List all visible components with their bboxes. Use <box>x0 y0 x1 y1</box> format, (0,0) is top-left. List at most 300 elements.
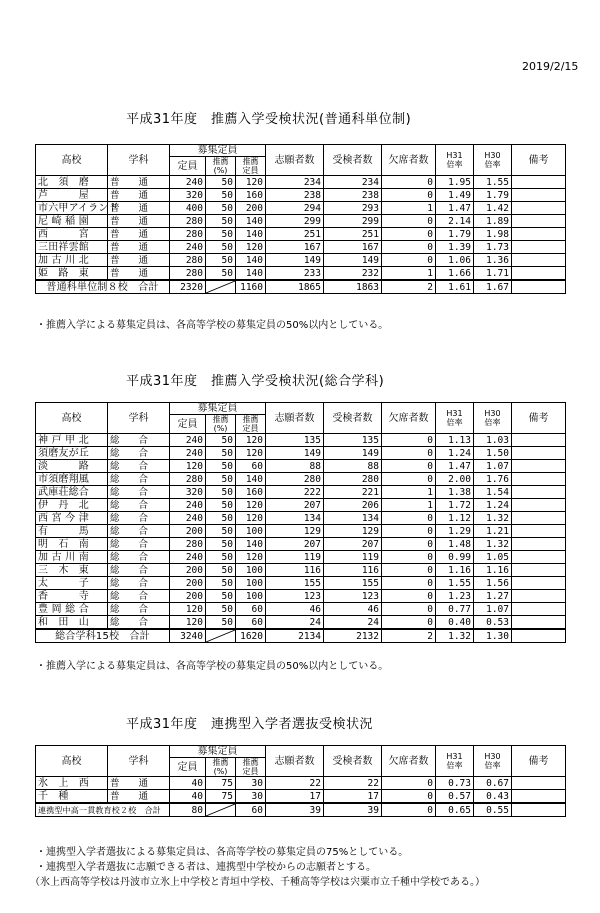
absent-value: 1 <box>382 267 436 281</box>
header-rec-pct: 推薦 (%) <box>206 415 236 434</box>
capacity-value: 240 <box>170 499 206 512</box>
examinees-value: 46 <box>324 603 382 616</box>
applicants-value: 22 <box>266 777 324 790</box>
school-name: 西 宮 <box>36 228 108 241</box>
capacity-value: 280 <box>170 473 206 486</box>
applicants-value: 294 <box>266 202 324 215</box>
section2-table <box>35 402 566 643</box>
total-notes <box>512 803 566 817</box>
rec-pct-value: 50 <box>206 616 236 630</box>
table-row <box>36 228 566 241</box>
h31-ratio-value: 1.47 <box>436 460 474 473</box>
header-notes: 備考 <box>512 403 566 434</box>
slash-mark <box>206 630 235 642</box>
course-name: 総 合 <box>108 499 170 512</box>
examinees-value: 221 <box>324 486 382 499</box>
examinees-value: 149 <box>324 447 382 460</box>
table-row <box>36 254 566 267</box>
h31-ratio-value: 1.66 <box>436 267 474 281</box>
applicants-value: 46 <box>266 603 324 616</box>
h30-ratio-value: 1.76 <box>474 473 512 486</box>
h30-ratio-value: 1.56 <box>474 577 512 590</box>
school-name: 豊 岡 総 合 <box>36 603 108 616</box>
header-quota-group: 募集定員 <box>170 145 266 157</box>
rec-cap-value: 120 <box>236 176 266 189</box>
header-h31-ratio: H31 倍率 <box>436 403 474 434</box>
header-course: 学科 <box>108 145 170 176</box>
header-quota-group: 募集定員 <box>170 746 266 758</box>
rec-cap-value: 120 <box>236 241 266 254</box>
total-capacity: 80 <box>170 803 206 817</box>
h30-ratio-value: 1.98 <box>474 228 512 241</box>
rec-cap-value: 140 <box>236 254 266 267</box>
total-applicants: 1865 <box>266 280 324 294</box>
table-row <box>36 202 566 215</box>
header-notes: 備考 <box>512 746 566 777</box>
applicants-value: 207 <box>266 538 324 551</box>
header-rec-cap: 推薦 定員 <box>236 415 266 434</box>
applicants-value: 119 <box>266 551 324 564</box>
capacity-value: 240 <box>170 512 206 525</box>
total-capacity: 2320 <box>170 280 206 294</box>
rec-cap-value: 120 <box>236 447 266 460</box>
header-h31-ratio: H31 倍率 <box>436 746 474 777</box>
rec-cap-value: 140 <box>236 538 266 551</box>
school-name: 氷 上 西 <box>36 777 108 790</box>
h30-ratio-value: 1.32 <box>474 538 512 551</box>
school-name: 太 子 <box>36 577 108 590</box>
course-name: 総 合 <box>108 473 170 486</box>
header-absent: 欠席者数 <box>382 403 436 434</box>
h31-ratio-value: 2.14 <box>436 215 474 228</box>
examinees-value: 234 <box>324 176 382 189</box>
examinees-value: 280 <box>324 473 382 486</box>
rec-pct-value: 50 <box>206 564 236 577</box>
section3-table <box>35 745 566 817</box>
rec-pct-value: 50 <box>206 603 236 616</box>
absent-value: 0 <box>382 538 436 551</box>
table-row <box>36 790 566 804</box>
school-name: 淡 路 <box>36 460 108 473</box>
header-examinees: 受検者数 <box>324 746 382 777</box>
rec-cap-value: 60 <box>236 603 266 616</box>
school-name: 千 種 <box>36 790 108 804</box>
absent-value: 0 <box>382 603 436 616</box>
applicants-value: 251 <box>266 228 324 241</box>
note-line: ・連携型入学者選抜に志願できる者は、連携型中学校からの志願者とする。 <box>36 862 376 873</box>
rec-cap-value: 100 <box>236 525 266 538</box>
examinees-value: 232 <box>324 267 382 281</box>
h31-ratio-value: 2.00 <box>436 473 474 486</box>
capacity-value: 240 <box>170 241 206 254</box>
notes-value <box>512 512 566 525</box>
school-name: 武庫荘総合 <box>36 486 108 499</box>
school-name: 和 田 山 <box>36 616 108 630</box>
capacity-value: 240 <box>170 551 206 564</box>
applicants-value: 134 <box>266 512 324 525</box>
header-course: 学科 <box>108 746 170 777</box>
rec-cap-value: 140 <box>236 473 266 486</box>
capacity-value: 280 <box>170 254 206 267</box>
notes-value <box>512 590 566 603</box>
capacity-value: 280 <box>170 215 206 228</box>
table-row <box>36 603 566 616</box>
table-row <box>36 267 566 281</box>
notes-value <box>512 577 566 590</box>
rec-pct-value: 75 <box>206 777 236 790</box>
course-name: 総 合 <box>108 434 170 447</box>
applicants-value: 149 <box>266 447 324 460</box>
notes-value <box>512 434 566 447</box>
notes-value <box>512 267 566 281</box>
header-absent: 欠席者数 <box>382 746 436 777</box>
slash-mark <box>206 281 235 293</box>
total-h30-ratio: 1.30 <box>474 629 512 643</box>
table-row <box>36 616 566 630</box>
course-name: 総 合 <box>108 564 170 577</box>
h31-ratio-value: 1.79 <box>436 228 474 241</box>
rec-pct-value: 50 <box>206 447 236 460</box>
total-label: 普通科単位制８校 合計 <box>36 280 170 294</box>
h30-ratio-value: 0.67 <box>474 777 512 790</box>
table-row <box>36 460 566 473</box>
rec-cap-value: 120 <box>236 512 266 525</box>
school-name: 姫 路 東 <box>36 267 108 281</box>
rec-pct-value: 50 <box>206 434 236 447</box>
rec-pct-value: 50 <box>206 590 236 603</box>
header-h31-ratio: H31 倍率 <box>436 145 474 176</box>
capacity-value: 40 <box>170 777 206 790</box>
h30-ratio-value: 1.07 <box>474 603 512 616</box>
header-rec-pct: 推薦 (%) <box>206 758 236 777</box>
total-notes <box>512 280 566 294</box>
capacity-value: 120 <box>170 603 206 616</box>
school-name: 加 古 川 南 <box>36 551 108 564</box>
h30-ratio-value: 0.43 <box>474 790 512 804</box>
header-examinees: 受検者数 <box>324 403 382 434</box>
table-row <box>36 499 566 512</box>
absent-value: 0 <box>382 176 436 189</box>
notes-value <box>512 499 566 512</box>
absent-value: 1 <box>382 499 436 512</box>
header-capacity: 定員 <box>170 758 206 777</box>
table-row <box>36 590 566 603</box>
absent-value: 0 <box>382 790 436 804</box>
notes-value <box>512 202 566 215</box>
h31-ratio-value: 1.39 <box>436 241 474 254</box>
capacity-value: 120 <box>170 616 206 630</box>
examinees-value: 149 <box>324 254 382 267</box>
capacity-value: 280 <box>170 228 206 241</box>
total-rec-pct-slash <box>206 280 236 294</box>
h31-ratio-value: 1.49 <box>436 189 474 202</box>
h30-ratio-value: 1.07 <box>474 460 512 473</box>
rec-cap-value: 30 <box>236 777 266 790</box>
rec-cap-value: 30 <box>236 790 266 804</box>
rec-cap-value: 140 <box>236 215 266 228</box>
notes-value <box>512 564 566 577</box>
absent-value: 0 <box>382 590 436 603</box>
school-name: 尼 崎 稲 園 <box>36 215 108 228</box>
course-name: 普 通 <box>108 189 170 202</box>
h31-ratio-value: 1.72 <box>436 499 474 512</box>
capacity-value: 280 <box>170 538 206 551</box>
absent-value: 1 <box>382 202 436 215</box>
absent-value: 0 <box>382 447 436 460</box>
school-name: 有 馬 <box>36 525 108 538</box>
h30-ratio-value: 1.24 <box>474 499 512 512</box>
examinees-value: 155 <box>324 577 382 590</box>
course-name: 総 合 <box>108 525 170 538</box>
absent-value: 0 <box>382 460 436 473</box>
applicants-value: 123 <box>266 590 324 603</box>
absent-value: 0 <box>382 473 436 486</box>
rec-pct-value: 50 <box>206 228 236 241</box>
absent-value: 0 <box>382 189 436 202</box>
rec-cap-value: 160 <box>236 486 266 499</box>
course-name: 総 合 <box>108 590 170 603</box>
header-h30-ratio: H30 倍率 <box>474 403 512 434</box>
capacity-value: 280 <box>170 267 206 281</box>
total-examinees: 2132 <box>324 629 382 643</box>
rec-pct-value: 50 <box>206 551 236 564</box>
rec-pct-value: 50 <box>206 512 236 525</box>
school-name: 三 木 東 <box>36 564 108 577</box>
total-rec-cap: 1620 <box>236 629 266 643</box>
h31-ratio-value: 1.38 <box>436 486 474 499</box>
total-row <box>36 280 566 294</box>
notes-value <box>512 525 566 538</box>
examinees-value: 17 <box>324 790 382 804</box>
total-applicants: 2134 <box>266 629 324 643</box>
h30-ratio-value: 1.16 <box>474 564 512 577</box>
h30-ratio-value: 1.32 <box>474 512 512 525</box>
capacity-value: 240 <box>170 434 206 447</box>
h30-ratio-value: 1.55 <box>474 176 512 189</box>
header-capacity: 定員 <box>170 415 206 434</box>
applicants-value: 167 <box>266 241 324 254</box>
h31-ratio-value: 0.40 <box>436 616 474 630</box>
total-row <box>36 629 566 643</box>
rec-cap-value: 140 <box>236 267 266 281</box>
notes-value <box>512 486 566 499</box>
rec-pct-value: 50 <box>206 202 236 215</box>
total-h31-ratio: 1.32 <box>436 629 474 643</box>
notes-value <box>512 228 566 241</box>
note-line: （氷上西高等学校は丹波市立氷上中学校と青垣中学校、千種高等学校は宍粟市立千種中学校である。） <box>30 877 485 888</box>
h31-ratio-value: 0.73 <box>436 777 474 790</box>
applicants-value: 233 <box>266 267 324 281</box>
applicants-value: 207 <box>266 499 324 512</box>
school-name: 須磨友が丘 <box>36 447 108 460</box>
h31-ratio-value: 1.95 <box>436 176 474 189</box>
total-label: 総合学科15校 合計 <box>36 629 170 643</box>
total-absent: 2 <box>382 280 436 294</box>
rec-cap-value: 100 <box>236 590 266 603</box>
notes-value <box>512 447 566 460</box>
absent-value: 0 <box>382 577 436 590</box>
h30-ratio-value: 1.89 <box>474 215 512 228</box>
h30-ratio-value: 1.03 <box>474 434 512 447</box>
applicants-value: 222 <box>266 486 324 499</box>
total-capacity: 3240 <box>170 629 206 643</box>
course-name: 普 通 <box>108 228 170 241</box>
h31-ratio-value: 1.23 <box>436 590 474 603</box>
header-examinees: 受検者数 <box>324 145 382 176</box>
course-name: 総 合 <box>108 538 170 551</box>
table-row <box>36 434 566 447</box>
h30-ratio-value: 1.27 <box>474 590 512 603</box>
table-row <box>36 473 566 486</box>
total-h31-ratio: 1.61 <box>436 280 474 294</box>
rec-cap-value: 140 <box>236 228 266 241</box>
notes-value <box>512 176 566 189</box>
school-name: 伊 丹 北 <box>36 499 108 512</box>
applicants-value: 299 <box>266 215 324 228</box>
rec-pct-value: 75 <box>206 790 236 804</box>
rec-cap-value: 60 <box>236 616 266 630</box>
table-row <box>36 538 566 551</box>
applicants-value: 17 <box>266 790 324 804</box>
total-absent: 0 <box>382 803 436 817</box>
section1-table <box>35 144 566 294</box>
applicants-value: 234 <box>266 176 324 189</box>
school-name: 西 宮 今 津 <box>36 512 108 525</box>
section2-title: 平成31年度 推薦入学受検状況(総合学科) <box>126 374 385 389</box>
total-examinees: 1863 <box>324 280 382 294</box>
capacity-value: 120 <box>170 460 206 473</box>
absent-value: 0 <box>382 525 436 538</box>
h30-ratio-value: 1.21 <box>474 525 512 538</box>
notes-value <box>512 215 566 228</box>
capacity-value: 400 <box>170 202 206 215</box>
section1-title: 平成31年度 推薦入学受検状況(普通科単位制) <box>126 112 412 127</box>
header-applicants: 志願者数 <box>266 145 324 176</box>
h31-ratio-value: 1.16 <box>436 564 474 577</box>
examinees-value: 129 <box>324 525 382 538</box>
rec-pct-value: 50 <box>206 254 236 267</box>
examinees-value: 119 <box>324 551 382 564</box>
examinees-value: 293 <box>324 202 382 215</box>
course-name: 普 通 <box>108 777 170 790</box>
total-h30-ratio: 1.67 <box>474 280 512 294</box>
h31-ratio-value: 1.06 <box>436 254 474 267</box>
header-school: 高校 <box>36 403 108 434</box>
table-row <box>36 215 566 228</box>
notes-value <box>512 189 566 202</box>
header-quota-group: 募集定員 <box>170 403 266 415</box>
absent-value: 0 <box>382 434 436 447</box>
rec-cap-value: 100 <box>236 564 266 577</box>
applicants-value: 88 <box>266 460 324 473</box>
course-name: 普 通 <box>108 202 170 215</box>
examinees-value: 134 <box>324 512 382 525</box>
header-h30-ratio: H30 倍率 <box>474 746 512 777</box>
h30-ratio-value: 1.50 <box>474 447 512 460</box>
school-name: 加 古 川 北 <box>36 254 108 267</box>
h31-ratio-value: 0.99 <box>436 551 474 564</box>
h30-ratio-value: 0.53 <box>474 616 512 630</box>
rec-pct-value: 50 <box>206 241 236 254</box>
h30-ratio-value: 1.71 <box>474 267 512 281</box>
notes-value <box>512 603 566 616</box>
h31-ratio-value: 0.77 <box>436 603 474 616</box>
rec-cap-value: 100 <box>236 577 266 590</box>
applicants-value: 155 <box>266 577 324 590</box>
h30-ratio-value: 1.79 <box>474 189 512 202</box>
header-rec-cap: 推薦 定員 <box>236 758 266 777</box>
table-row <box>36 577 566 590</box>
note-line: ・推薦入学による募集定員は、各高等学校の募集定員の50%以内としている。 <box>36 320 389 331</box>
h31-ratio-value: 1.12 <box>436 512 474 525</box>
h30-ratio-value: 1.54 <box>474 486 512 499</box>
absent-value: 0 <box>382 254 436 267</box>
examinees-value: 88 <box>324 460 382 473</box>
total-row <box>36 803 566 817</box>
absent-value: 0 <box>382 551 436 564</box>
table-row <box>36 512 566 525</box>
table-row <box>36 551 566 564</box>
section3-title: 平成31年度 連携型入学者選抜受検状況 <box>126 717 374 732</box>
absent-value: 0 <box>382 228 436 241</box>
course-name: 総 合 <box>108 551 170 564</box>
h31-ratio-value: 1.24 <box>436 447 474 460</box>
header-applicants: 志願者数 <box>266 403 324 434</box>
table-row <box>36 176 566 189</box>
school-name: 市六甲アイランド <box>36 202 108 215</box>
course-name: 総 合 <box>108 512 170 525</box>
capacity-value: 200 <box>170 590 206 603</box>
header-school: 高校 <box>36 746 108 777</box>
school-name: 市須磨翔風 <box>36 473 108 486</box>
examinees-value: 22 <box>324 777 382 790</box>
rec-pct-value: 50 <box>206 499 236 512</box>
table-row <box>36 486 566 499</box>
header-rec-pct: 推薦 (%) <box>206 157 236 176</box>
course-name: 総 合 <box>108 603 170 616</box>
course-name: 普 通 <box>108 176 170 189</box>
course-name: 総 合 <box>108 616 170 630</box>
applicants-value: 280 <box>266 473 324 486</box>
total-examinees: 39 <box>324 803 382 817</box>
h31-ratio-value: 1.29 <box>436 525 474 538</box>
school-name: 三田祥雲館 <box>36 241 108 254</box>
course-name: 普 通 <box>108 215 170 228</box>
rec-pct-value: 50 <box>206 473 236 486</box>
notes-value <box>512 241 566 254</box>
table-row <box>36 241 566 254</box>
examinees-value: 24 <box>324 616 382 630</box>
course-name: 普 通 <box>108 241 170 254</box>
applicants-value: 24 <box>266 616 324 630</box>
school-name: 芦 屋 <box>36 189 108 202</box>
h31-ratio-value: 0.57 <box>436 790 474 804</box>
school-name: 神 戸 甲 北 <box>36 434 108 447</box>
absent-value: 0 <box>382 564 436 577</box>
total-h31-ratio: 0.65 <box>436 803 474 817</box>
absent-value: 0 <box>382 215 436 228</box>
applicants-value: 238 <box>266 189 324 202</box>
course-name: 普 通 <box>108 790 170 804</box>
course-name: 総 合 <box>108 460 170 473</box>
notes-value <box>512 460 566 473</box>
notes-value <box>512 473 566 486</box>
header-rec-cap: 推薦 定員 <box>236 157 266 176</box>
header-school: 高校 <box>36 145 108 176</box>
total-rec-pct-slash <box>206 803 236 817</box>
table-row <box>36 189 566 202</box>
total-label: 連携型中高一貫教育校２校 合計 <box>36 803 170 817</box>
